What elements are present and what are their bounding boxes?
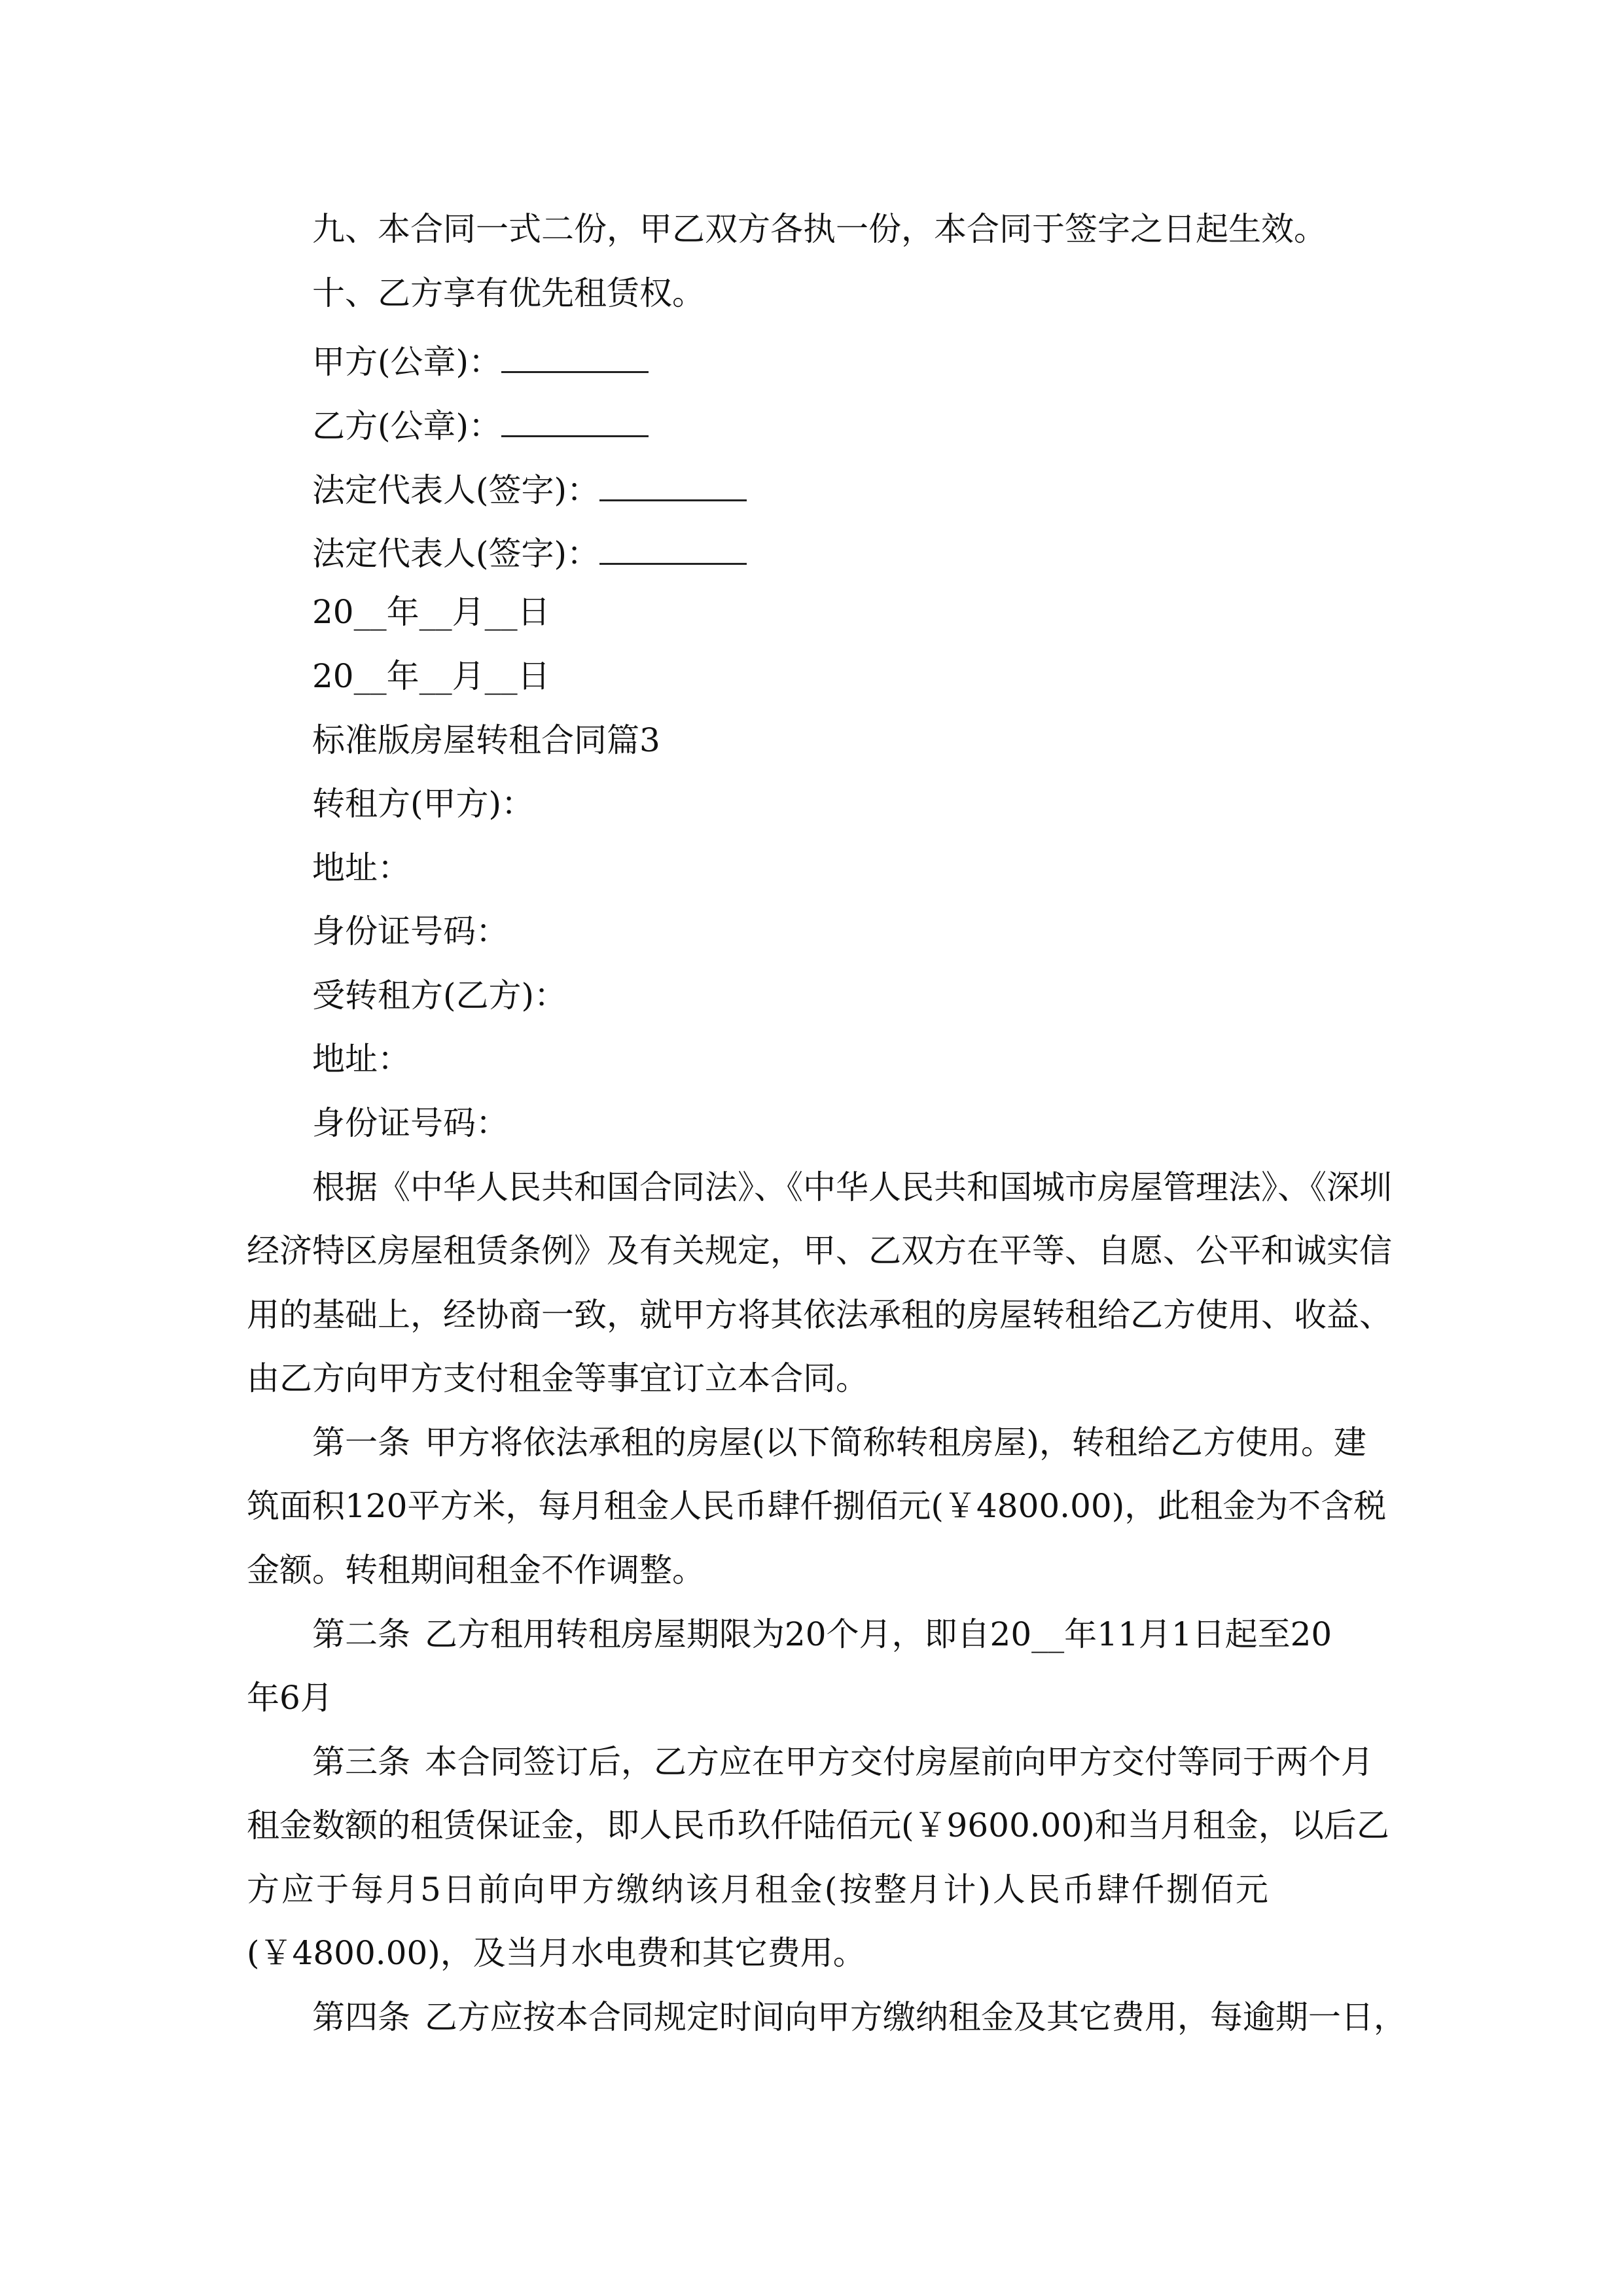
article-1-line-3: 金额。转租期间租金不作调整。	[247, 1551, 705, 1589]
legal-rep-b-line	[312, 529, 747, 573]
article-3-line-2: 租金数额的租赁保证金，即人民币玖仟陆佰元(￥9600.00)和当月租金，以后乙	[247, 1806, 1389, 1844]
signature-blank	[599, 465, 747, 501]
article-2-line-2: 年6月	[247, 1679, 333, 1717]
legal-rep-a-label: 法定代表人(签字)：	[312, 471, 600, 509]
sublessor-id-label: 身份证号码：	[312, 912, 508, 950]
date-line-a: 20__年__月__日	[312, 593, 550, 631]
preamble-line-1: 根据《中华人民共和国合同法》、《中华人民共和国城市房屋管理法》、《深圳	[312, 1168, 1392, 1206]
article-1-line-2: 筑面积120平方米，每月租金人民币肆仟捌佰元(￥4800.00)，此租金为不含税	[247, 1487, 1387, 1525]
sublessee-id-label: 身份证号码：	[312, 1104, 508, 1142]
article-2-line-1: 第二条 乙方租用转租房屋期限为20个月，即自20__年11月1日起至20	[312, 1615, 1332, 1653]
article-3-line-4: (￥4800.00)，及当月水电费和其它费用。	[247, 1934, 866, 1972]
party-a-seal-label: 甲方(公章)：	[312, 343, 502, 381]
party-b-seal-line	[312, 401, 649, 446]
article-1-line-1: 第一条 甲方将依法承租的房屋(以下简称转租房屋)，转租给乙方使用。建	[312, 1424, 1366, 1462]
article-4-line-1: 第四条 乙方应按本合同规定时间向甲方缴纳租金及其它费用，每逾期一日，	[312, 1998, 1406, 2036]
section-title: 标准版房屋转租合同篇3	[312, 721, 660, 759]
sublessee-label: 受转租方(乙方)：	[312, 977, 567, 1014]
sublessee-address-label: 地址：	[312, 1040, 410, 1078]
article-3-line-1: 第三条 本合同签订后，乙方应在甲方交付房屋前向甲方交付等同于两个月	[312, 1743, 1374, 1781]
signature-blank	[599, 529, 747, 565]
party-a-seal-line	[312, 337, 649, 382]
legal-rep-a-line	[312, 465, 747, 510]
clause-10: 十、乙方享有优先租赁权。	[312, 274, 705, 312]
date-line-b: 20__年__月__日	[312, 657, 550, 695]
clause-9: 九、本合同一式二份，甲乙双方各执一份，本合同于签字之日起生效。	[312, 210, 1327, 248]
sublessor-label: 转租方(甲方)：	[312, 785, 535, 823]
sublessor-address-label: 地址：	[312, 849, 410, 887]
legal-rep-b-label: 法定代表人(签字)：	[312, 535, 600, 573]
signature-blank	[501, 401, 649, 437]
signature-blank	[501, 337, 649, 373]
preamble-line-4: 由乙方向甲方支付租金等事宜订立本合同。	[247, 1359, 868, 1397]
preamble-line-3: 用的基础上，经协商一致，就甲方将其依法承租的房屋转租给乙方使用、收益、	[247, 1296, 1392, 1334]
preamble-line-2: 经济特区房屋租赁条例》及有关规定，甲、乙双方在平等、自愿、公平和诚实信	[247, 1232, 1392, 1270]
article-3-line-3: 方应于每月5日前向甲方缴纳该月租金(按整月计)人民币肆仟捌佰元	[247, 1871, 1270, 1909]
party-b-seal-label: 乙方(公章)：	[312, 407, 502, 445]
